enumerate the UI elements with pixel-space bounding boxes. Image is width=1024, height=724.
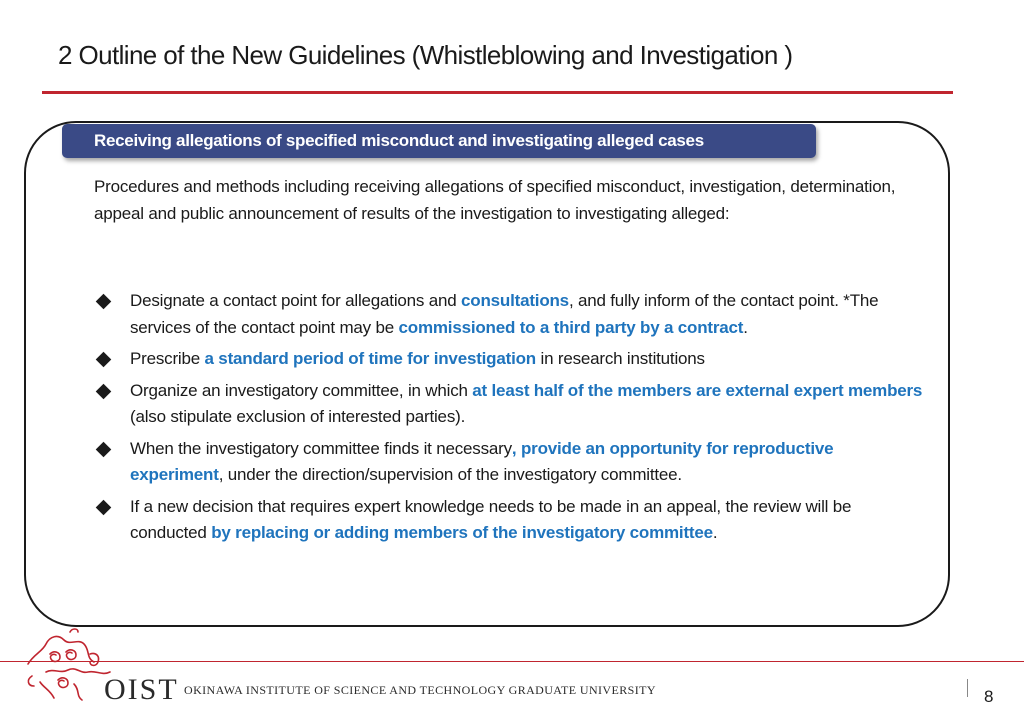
bullet-item-reproductive-experiment <box>96 436 926 489</box>
footer-divider <box>0 661 1024 662</box>
bullet-text: , under the direction/supervision of the investigatory committee. <box>218 465 682 484</box>
diamond-bullet-icon <box>96 499 112 515</box>
oist-logo: OIST <box>104 673 179 706</box>
bullet-item-committee <box>96 378 926 431</box>
bullet-list <box>96 288 926 552</box>
diamond-bullet-icon <box>96 441 112 457</box>
bullet-text: When the investigatory committee finds it necessary <box>130 438 512 458</box>
diamond-bullet-icon <box>96 383 112 399</box>
page-title: 2 Outline of the New Guidelines (Whistleblowing and Investigation ) <box>58 40 793 70</box>
bullet-text: , and fully inform of the contact point. *The services of the contact point may be <box>130 291 879 337</box>
diamond-bullet-icon <box>96 294 112 310</box>
bullet-highlight: consultations <box>461 291 569 310</box>
bullet-text: If a new decision that requires expert knowledge needs to be made in an appeal, the review will be conducted <box>130 496 852 542</box>
bullet-highlight: by replacing or adding members of the investigatory committee <box>211 523 713 542</box>
bullet-highlight: commissioned to a third party by a contract <box>398 317 744 337</box>
intro-paragraph: Procedures and methods including receiving allegations of specified misconduct, investigation, determination, appeal and public announcement of results of the investigation to investigating alleged: <box>94 177 896 223</box>
title-divider <box>42 91 953 94</box>
institute-name: OKINAWA INSTITUTE OF SCIENCE AND TECHNOLOGY GRADUATE UNIVERSITY <box>184 683 656 697</box>
bullet-item-appeal <box>96 494 926 547</box>
bullet-text: Prescribe <box>130 349 205 368</box>
diamond-bullet-icon <box>96 352 112 368</box>
page-number-separator <box>967 679 968 697</box>
bullet-text: Organize an investigatory committee, in which <box>130 380 473 400</box>
bullet-highlight: a standard period of time for investigation <box>204 349 536 368</box>
bullet-item-standard-period <box>96 346 926 373</box>
bullet-highlight: at least half of the members are external expert members <box>472 380 923 400</box>
bullet-text: in research institutions <box>535 349 705 368</box>
page-number: 8 <box>984 687 994 706</box>
section-header: Receiving allegations of specified misconduct and investigating alleged cases <box>62 124 816 158</box>
bullet-text: . <box>712 523 718 542</box>
bullet-item-contact-point <box>96 288 926 341</box>
bullet-text: (also stipulate exclusion of interested parties). <box>130 407 466 426</box>
bullet-text: Designate a contact point for allegations and <box>130 291 462 310</box>
bullet-text: . <box>743 317 748 337</box>
bullet-highlight: , provide an opportunity for reproductive experiment <box>130 438 834 484</box>
